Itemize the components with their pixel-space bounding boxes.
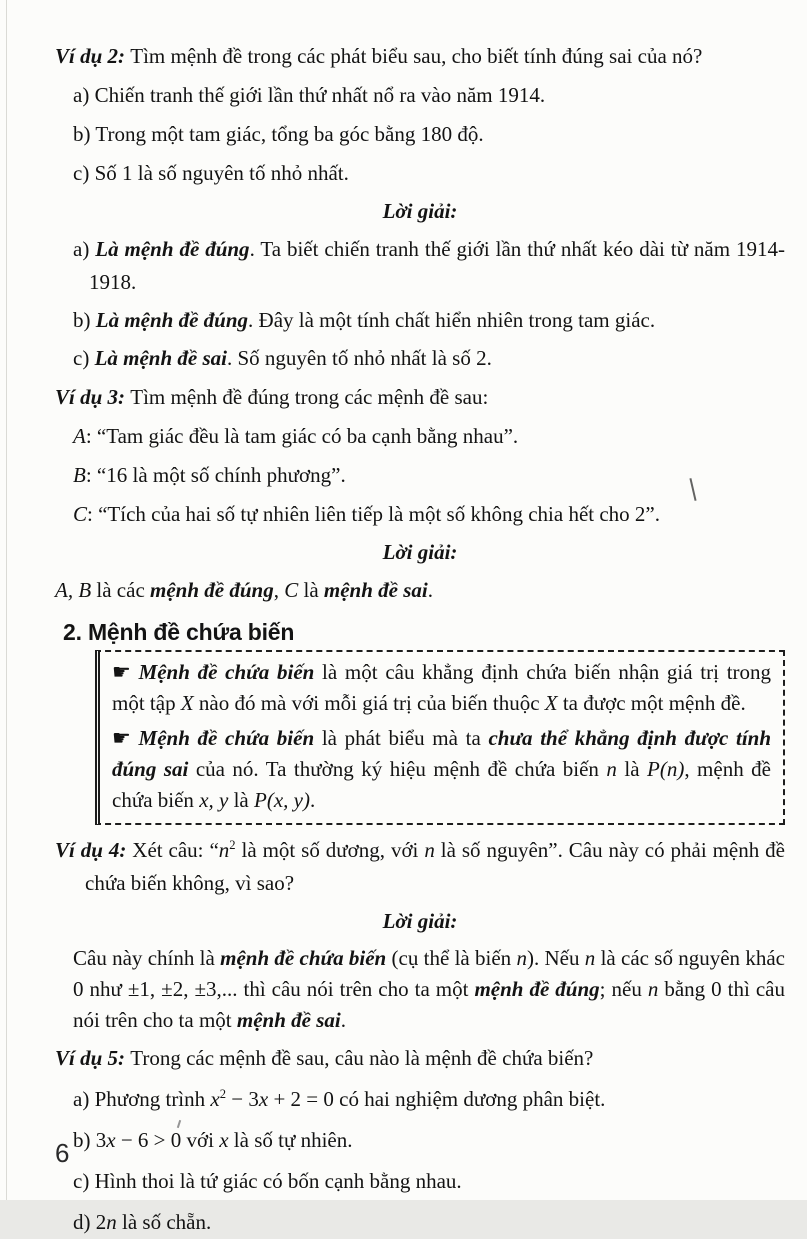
scan-edge-line: [6, 0, 7, 1200]
example3-statement-C: C: “Tích của hai số tự nhiên liên tiếp là một số không chia hết cho 2”.: [73, 502, 660, 526]
definition-paragraph-2: ☛ Mệnh đề chứa biến là phát biểu mà ta chưa thể khẳng định được tính đúng sai của nó. Ta thường ký hiệu mệnh đề chứa biến n là P(n), mệnh đề chứa biến x, y là P(x, y).: [112, 726, 772, 812]
example2-item-b: b) Trong một tam giác, tổng ba góc bằng 180 độ.: [73, 122, 484, 146]
example3-result: A, B là các mệnh đề đúng, C là mệnh đề sai.: [55, 578, 433, 602]
example5-item-d: d) 2n là số chẵn.: [73, 1210, 212, 1234]
example3-statement-B: B: “16 là một số chính phương”.: [73, 463, 346, 487]
pointing-hand-icon: ☛: [112, 660, 139, 684]
example5-item-b: b) 3x − 6 > 0 với x là số tự nhiên.: [73, 1128, 353, 1152]
definition-box: [95, 650, 785, 825]
example2-item-c: c) Số 1 là số nguyên tố nhỏ nhất.: [73, 161, 349, 185]
example4-title: Ví dụ 4: Xét câu: “$n^2$ là một số dương, với n là số nguyên”. Câu này có phải mệnh đề chứa biến không, vì sao?: [55, 838, 785, 895]
solution-heading-3: Lời giải:: [382, 909, 458, 933]
pointing-hand-icon: ☛: [112, 726, 139, 750]
page-number: 6: [55, 1138, 70, 1168]
example2-item-a: a) Chiến tranh thế giới lần thứ nhất nổ ra vào năm 1914.: [73, 83, 546, 107]
solution-heading-2: Lời giải:: [382, 540, 458, 564]
page-content: [55, 40, 785, 1239]
example2-title: Ví dụ 2: Tìm mệnh đề trong các phát biểu sau, cho biết tính đúng sai của nó?: [55, 44, 703, 68]
example2-solution-c: c) Là mệnh đề sai. Số nguyên tố nhỏ nhất là số 2.: [73, 346, 492, 370]
example2-solution-a: a) Là mệnh đề đúng. Ta biết chiến tranh thế giới lần thứ nhất kéo dài từ năm 1914-1918.: [73, 237, 785, 294]
definition-paragraph-1: ☛ Mệnh đề chứa biến là một câu khẳng định chứa biến nhận giá trị trong một tập X nào đó mà với mỗi giá trị của biến thuộc X ta được một mệnh đề.: [112, 660, 772, 715]
example2-solution-b: b) Là mệnh đề đúng. Đây là một tính chất hiển nhiên trong tam giác.: [73, 308, 656, 332]
example5-item-c: c) Hình thoi là tứ giác có bốn cạnh bằng nhau.: [73, 1169, 462, 1193]
solution-heading-1: Lời giải:: [382, 199, 458, 223]
example5-item-a: a) Phương trình $x^2 - 3x + 2 = 0$ có hai nghiệm dương phân biệt.: [73, 1087, 606, 1111]
example3-title: Ví dụ 3: Tìm mệnh đề đúng trong các mệnh đề sau:: [55, 385, 489, 409]
example3-statement-A: A: “Tam giác đều là tam giác có ba cạnh bằng nhau”.: [73, 424, 519, 448]
example4-solution: Câu này chính là mệnh đề chứa biến (cụ thể là biến n). Nếu n là các số nguyên khác 0 như ±1, ±2, ±3,... thì câu nói trên cho ta một mệnh đề đúng; nếu n bằng 0 thì câu nói trên cho ta một mệnh đề sai.: [73, 946, 785, 1032]
section-heading-menh-de-chua-bien: 2. Mệnh đề chứa biến: [63, 619, 295, 645]
example5-title: Ví dụ 5: Trong các mệnh đề sau, câu nào là mệnh đề chứa biến?: [55, 1046, 594, 1070]
